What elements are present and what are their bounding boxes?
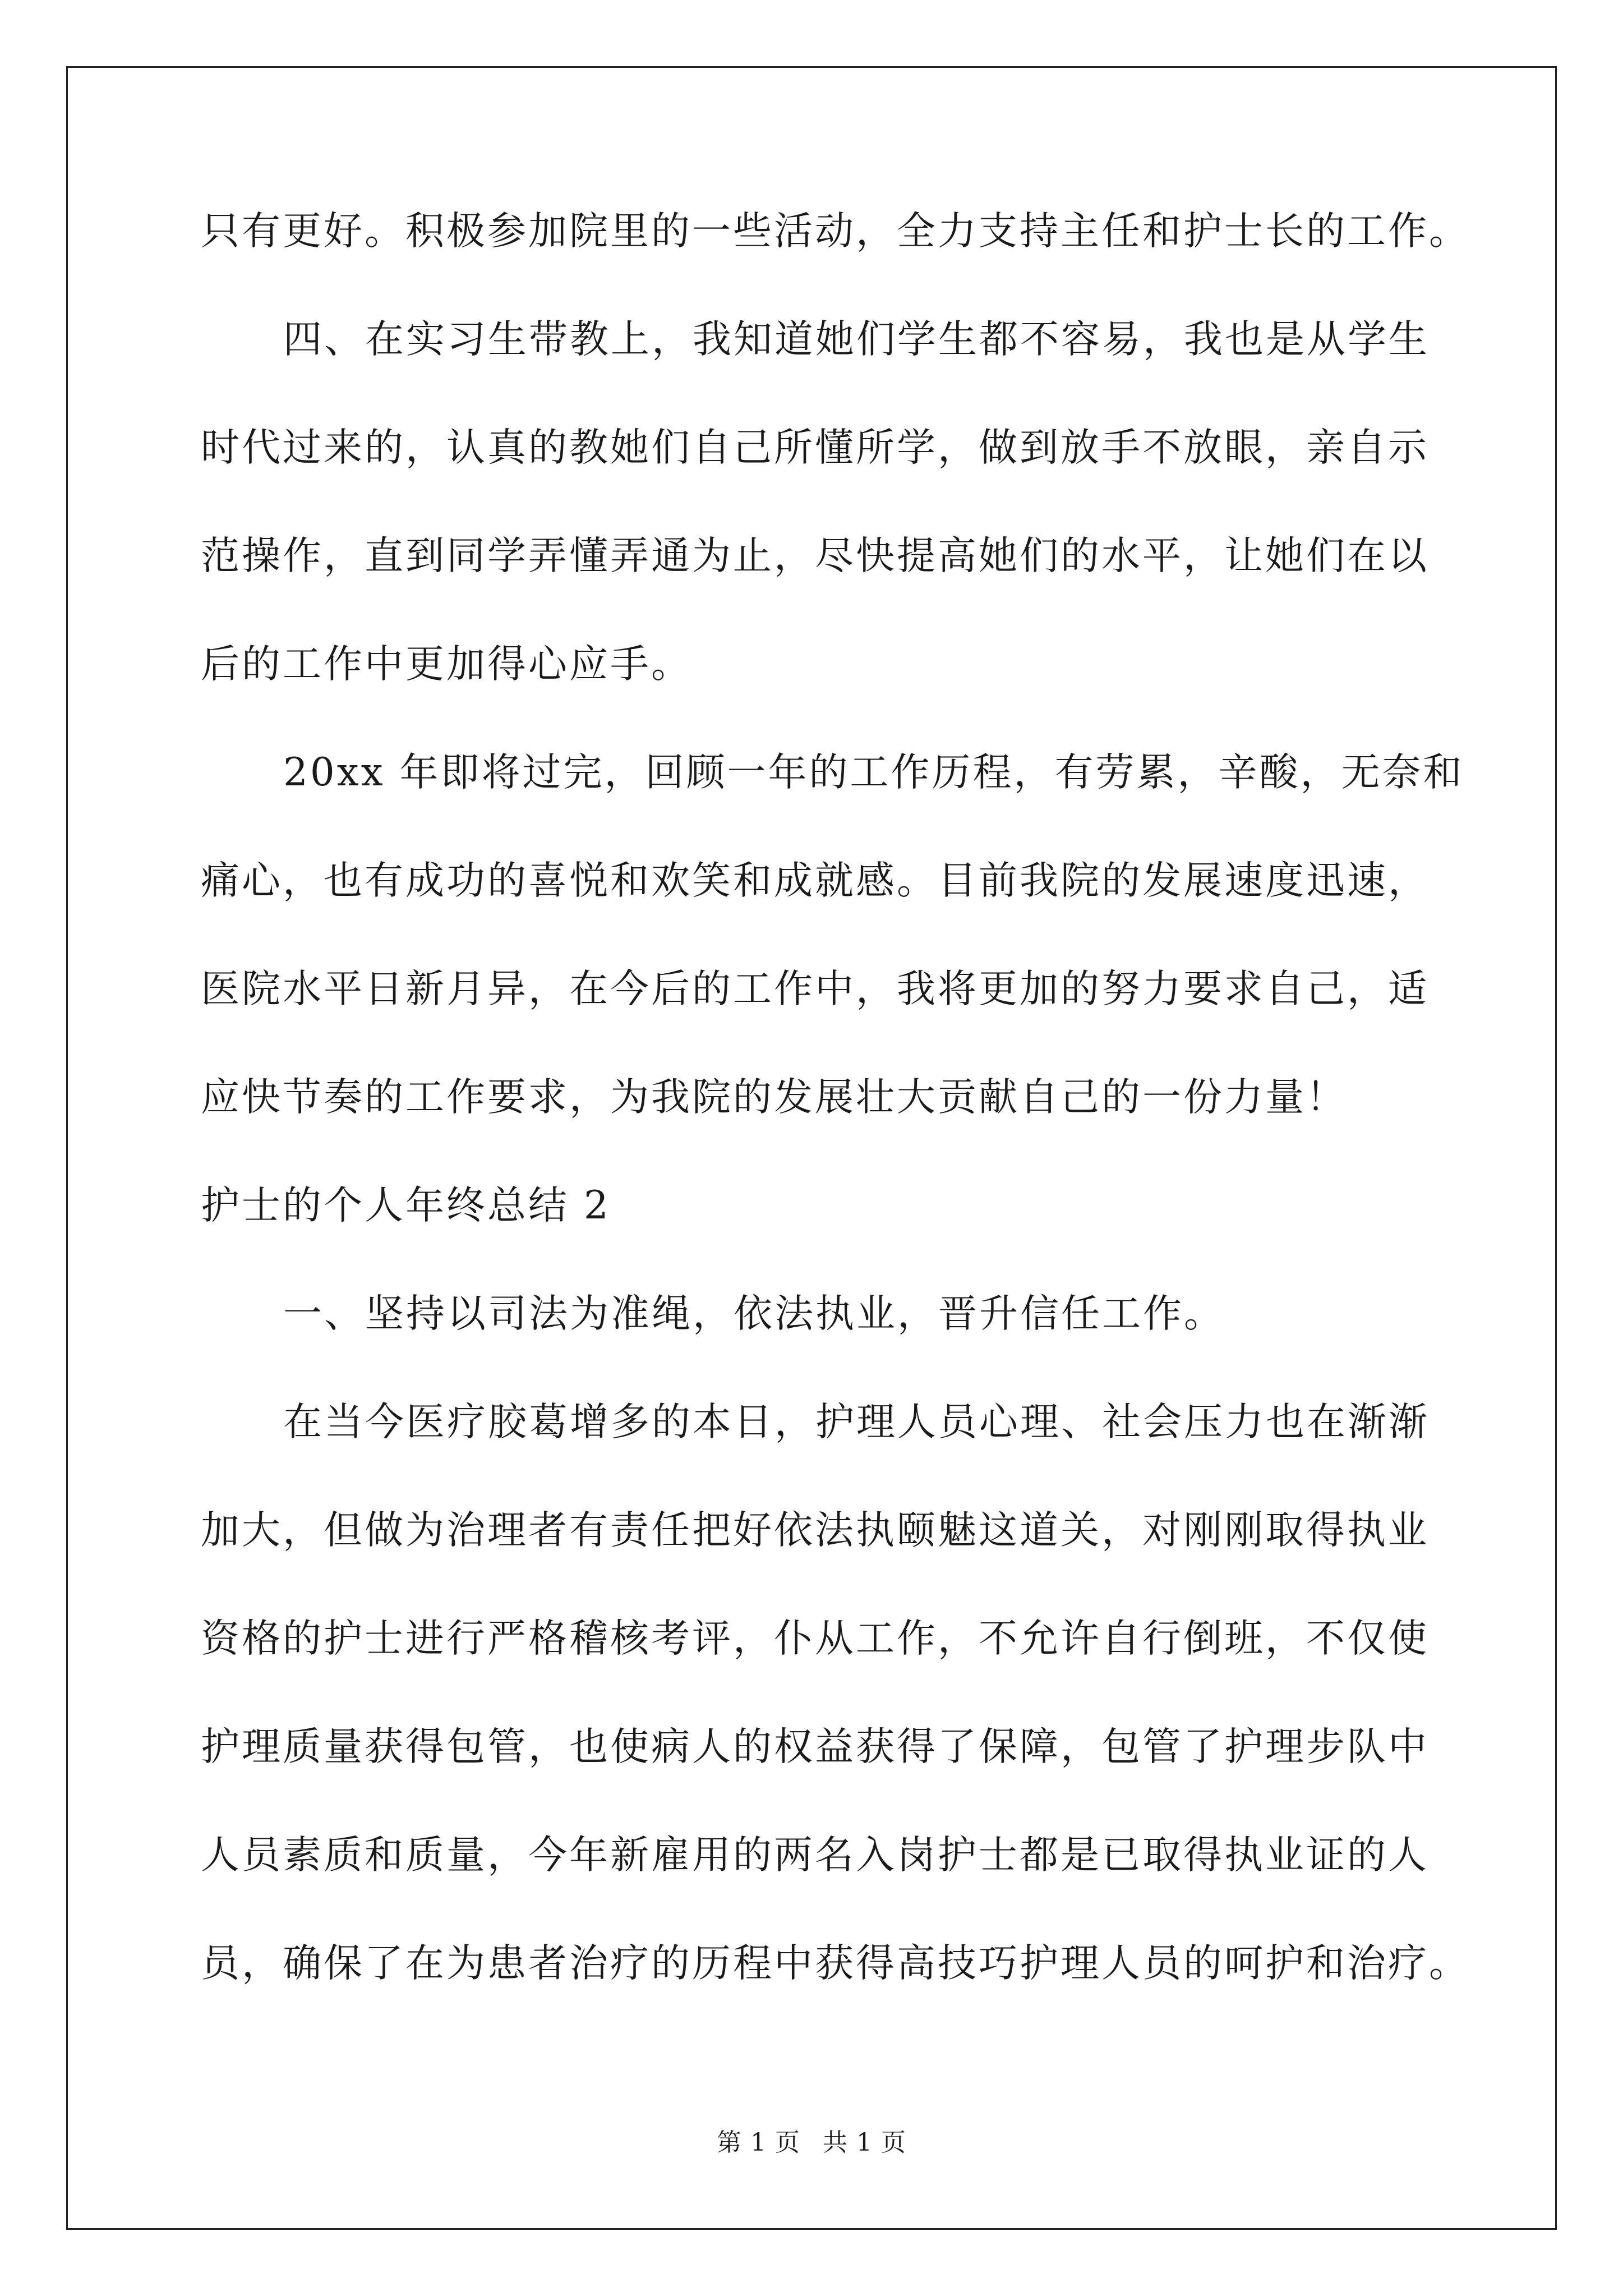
page-total: 共 1 页 xyxy=(823,2128,906,2157)
paragraph-start: 20xx 年即将过完，回顾一年的工作历程，有劳累，辛酸，无奈和 xyxy=(283,750,1464,795)
text-line: 范操作，直到同学弄懂弄通为止，尽快提高她们的水平，让她们在以 xyxy=(201,533,1429,578)
text-line: 护理质量获得包管，也使病人的权益获得了保障，包管了护理步队中 xyxy=(201,1724,1429,1769)
text-line: 只有更好。积极参加院里的一些活动，全力支持主任和护士长的工作。 xyxy=(201,209,1470,254)
paragraph-start: 四、在实习生带教上，我知道她们学生都不容易，我也是从学生 xyxy=(283,317,1430,362)
text-line: 员，确保了在为患者治疗的历程中获得高技巧护理人员的呵护和治疗。 xyxy=(201,1941,1470,1986)
page-border xyxy=(66,66,1557,2230)
page-number: 第 1 页 xyxy=(717,2128,800,2157)
text-line: 医院水平日新月异，在今后的工作中，我将更加的努力要求自己，适 xyxy=(201,967,1429,1011)
text-line: 资格的护士进行严格稽核考评，仆从工作，不允许自行倒班，不仅使 xyxy=(201,1616,1429,1661)
paragraph-start: 一、坚持以司法为准绳，依法执业，晋升信任工作。 xyxy=(283,1291,1225,1336)
text-line: 人员素质和质量，今年新雇用的两名入岗护士都是已取得执业证的人 xyxy=(201,1833,1429,1878)
text-line: 应快节奏的工作要求，为我院的发展壮大贡献自己的一份力量！ xyxy=(201,1075,1347,1120)
text-line: 时代过来的，认真的教她们自己所懂所学，做到放手不放眼，亲自示 xyxy=(201,425,1429,470)
section-heading: 护士的个人年终总结 2 xyxy=(201,1183,611,1228)
text-line: 后的工作中更加得心应手。 xyxy=(201,642,692,687)
text-line: 加大，但做为治理者有责任把好依法执颐魅这道关，对刚刚取得执业 xyxy=(201,1508,1429,1553)
text-line: 痛心，也有成功的喜悦和欢笑和成就感。目前我院的发展速度迅速， xyxy=(201,858,1429,903)
page-footer xyxy=(0,2126,1623,2160)
paragraph-start: 在当今医疗胶葛增多的本日，护理人员心理、社会压力也在渐渐 xyxy=(283,1400,1430,1444)
